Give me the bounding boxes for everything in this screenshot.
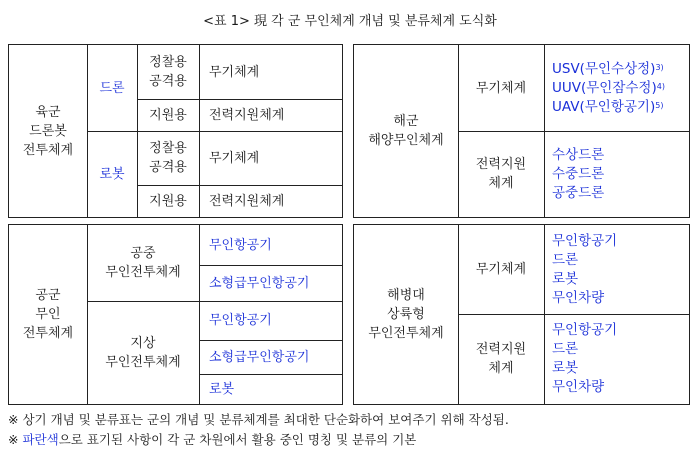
marine-weapon-list <box>544 225 689 314</box>
army-drone-recon: 정찰용 공격용 <box>149 55 187 89</box>
airforce-ground-item-3: 로봇 <box>209 381 235 397</box>
navy-support-label: 전력지원 체계 <box>475 157 527 191</box>
navy-title: 해군 해양무인체계 <box>368 114 444 148</box>
note-mark: ※ <box>8 432 19 447</box>
army-robot-recon: 정찰용 공격용 <box>149 141 187 175</box>
marine-box <box>353 224 690 405</box>
table-caption: <표 1> 現 각 군 무인체계 개념 및 분류체계 도식화 <box>203 14 497 29</box>
airforce-air-item-2: 소형급무인항공기 <box>209 275 310 291</box>
list-item: USV(무인수상정)$^{3)}$ <box>552 60 664 77</box>
list-item: 무인항공기 <box>552 232 618 249</box>
army-drone-label: 드론 <box>99 80 125 96</box>
marine-weapon-label: 무기체계 <box>475 262 527 277</box>
list-item: 수상드론 <box>552 146 605 163</box>
note-1-text: 상기 개념 및 분류표는 군의 개념 및 분류체계를 최대한 단순화하여 보여주기 위해 작성됨. <box>22 412 509 427</box>
army-drone-support: 지원용 <box>149 107 187 123</box>
list-item: 로봇 <box>552 360 579 376</box>
airforce-air-label: 공중 무인전투체계 <box>105 246 181 280</box>
list-item: 드론 <box>552 341 579 357</box>
airforce-ground-label: 지상 무인전투체계 <box>105 335 181 370</box>
note-1 <box>8 410 509 428</box>
army-robot-support-system: 전력지원체계 <box>209 193 285 209</box>
airforce-title: 공군 무인 전투체계 <box>22 288 74 341</box>
airforce-air-item-1: 무인항공기 <box>209 237 272 253</box>
note-2-blue-text: 파란색 <box>22 432 59 447</box>
army-robot-weapon: 무기체계 <box>209 150 260 166</box>
note-mark: ※ <box>8 412 19 427</box>
army-drone-weapon: 무기체계 <box>209 64 260 80</box>
list-item: 드론 <box>552 251 579 268</box>
army-robot-label: 로봇 <box>99 166 125 182</box>
list-item: 무인차량 <box>552 289 605 306</box>
list-item: 무인차량 <box>552 379 605 395</box>
airforce-box <box>8 224 343 405</box>
navy-box <box>353 44 690 218</box>
army-title: 육군 드론봇 전투체계 <box>22 104 74 158</box>
note-2 <box>8 430 416 448</box>
navy-weapon-label: 무기체계 <box>475 80 527 96</box>
list-item: UUV(무인잠수정)$^{4)}$ <box>552 79 665 96</box>
marine-support-list <box>544 314 689 404</box>
list-item: 무인항공기 <box>552 322 618 338</box>
army-robot-support: 지원용 <box>149 193 187 209</box>
marine-title: 해병대 상륙형 무인전투체계 <box>368 288 444 341</box>
list-item: UAV(무인항공기)$^{5)}$ <box>552 98 664 115</box>
army-box <box>8 44 343 218</box>
navy-weapon-list <box>544 45 689 131</box>
airforce-ground-item-2: 소형급무인항공기 <box>209 349 310 365</box>
army-drone-support-system: 전력지원체계 <box>209 107 285 123</box>
list-item: 수중드론 <box>552 165 605 182</box>
marine-support-label: 전력지원 체계 <box>475 342 527 376</box>
list-item: 로봇 <box>552 270 579 287</box>
navy-support-list <box>544 131 689 217</box>
airforce-ground-item-1: 무인항공기 <box>209 313 272 328</box>
list-item: 공중드론 <box>552 184 605 201</box>
note-2-text: 으로 표기된 사항이 각 군 차원에서 활용 중인 명칭 및 분류의 기본 <box>58 432 417 447</box>
